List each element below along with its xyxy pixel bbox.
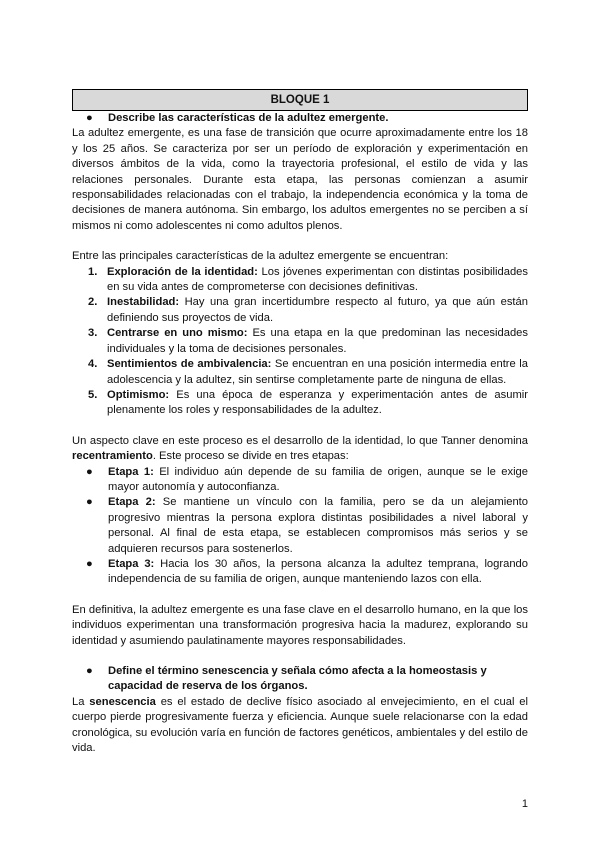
- item-number: 3.: [88, 327, 98, 340]
- list-intro: Entre las principales características de la adultez emergente se encuentran:: [72, 250, 449, 263]
- item-number: 2.: [88, 296, 98, 309]
- intro-paragraph: La adultez emergente, es una fase de transición que ocurre aproximadamente entre los 18 y los 25 años. Se caracteriza por ser un período de exploración y experimentación en diversos ámbitos de la vida, como la trayectoria profesional, el estilo de vida y las relaciones personales. Durante esta etapa, las personas comienzan a asumir responsabilidades relacionadas con el trabajo, la independencia económica y la toma de decisiones de manera autónoma. Sin embargo, los adultos emergentes no se perciben a sí mismos ni como adolescentes ni como adultos plenos.: [72, 127, 528, 232]
- bullet-icon: ●: [86, 496, 93, 509]
- item-text: Es una época de esperanza y experimentación antes de asumir plenamente los roles y responsabilidades de la adultez.: [107, 388, 528, 417]
- characteristics-list: [72, 265, 528, 419]
- item-term: Sentimientos de ambivalencia:: [107, 358, 272, 371]
- stage-item: [86, 465, 528, 496]
- tanner-term: recentramiento: [72, 450, 153, 463]
- item-text: Es una etapa en la que predominan las necesidades individuales y la toma de decisiones personales.: [107, 327, 528, 355]
- item-term: Exploración de la identidad:: [107, 265, 258, 278]
- item-term: Inestabilidad:: [107, 296, 180, 309]
- stage-item: [86, 495, 528, 557]
- stage-term: Etapa 3:: [108, 557, 155, 570]
- senescence-paragraph: [72, 695, 528, 757]
- list-item: [88, 326, 528, 357]
- bullet-icon: ●: [86, 465, 93, 478]
- stage-text: El individuo aún depende de su familia de origen, aunque se le exige mayor autonomía y autoconfianza.: [108, 465, 528, 493]
- stage-term: Etapa 2:: [108, 496, 156, 509]
- list-item: [88, 388, 528, 419]
- stage-text: Se mantiene un vínculo con la familia, pero se da un alejamiento progresivo mientras la persona explora distintas posibilidades a nivel laboral y personal. Al final de esta etapa, se establecen compromisos más serios y se adquieren recursos para sostenerlos.: [108, 496, 528, 555]
- stage-term: Etapa 1:: [108, 465, 154, 478]
- senescence-pre: La: [72, 695, 90, 708]
- bullet-icon: ●: [86, 557, 93, 570]
- item-text: Hay una gran incertidumbre respecto al futuro, ya que aún están definiendo sus proyectos de vida.: [107, 296, 528, 324]
- list-item: [88, 295, 528, 326]
- item-number: 5.: [88, 388, 98, 401]
- conclusion-paragraph: En definitiva, la adultez emergente es una fase clave en el desarrollo humano, en la que los individuos experimentan una transformación progresiva hacia la madurez, explorando su identidad y asumiendo paulatinamente mayores responsabilidades.: [72, 603, 528, 647]
- stage-item: [86, 557, 528, 588]
- page-number: 1: [521, 798, 528, 810]
- section-header: BLOQUE 1: [72, 89, 528, 111]
- item-term: Centrarse en uno mismo:: [107, 327, 248, 340]
- item-term: Optimismo:: [107, 388, 170, 401]
- senescence-text: es el estado de declive físico asociado al envejecimiento, en el cual el cuerpo pierde progresivamente fuerza y eficiencia. Aunque suele relacionarse con la edad cronológica, su evolución varía en función de factores genéticos, ambientales y del estilo de vida.: [72, 695, 528, 755]
- question-2-heading: [86, 664, 528, 695]
- stage-text: Hacia los 30 años, la persona alcanza la adultez temprana, logrando independencia de su familia de origen, aunque manteniendo lazos con ella.: [108, 557, 528, 586]
- bullet-icon: ●: [86, 112, 93, 124]
- item-number: 1.: [88, 265, 98, 278]
- tanner-post: . Este proceso se divide en tres etapas:: [152, 450, 349, 463]
- item-number: 4.: [88, 358, 98, 371]
- list-item: [88, 265, 528, 296]
- tanner-paragraph: [72, 434, 528, 465]
- list-item: [88, 357, 528, 388]
- item-text: Se encuentran en una posición intermedia entre la adolescencia y la adultez, sin sentirse completamente parte de ninguna de ellas.: [107, 358, 528, 386]
- item-text: Los jóvenes experimentan con distintas posibilidades en su vida antes de comprometerse con decisiones definitivas.: [107, 265, 528, 294]
- bullet-icon: ●: [86, 665, 93, 677]
- question-2-title: Define el término senescencia y señala cómo afecta a la homeostasis y capacidad de reserva de los órganos.: [108, 665, 487, 693]
- tanner-pre: Un aspecto clave en este proceso es el desarrollo de la identidad, lo que Tanner denomina: [72, 434, 528, 447]
- stages-list: [72, 465, 528, 588]
- question-1-title: Describe las características de la adultez emergente.: [108, 112, 389, 124]
- question-1-heading: [86, 111, 528, 126]
- page-content: [72, 89, 528, 756]
- senescence-term: senescencia: [89, 695, 156, 708]
